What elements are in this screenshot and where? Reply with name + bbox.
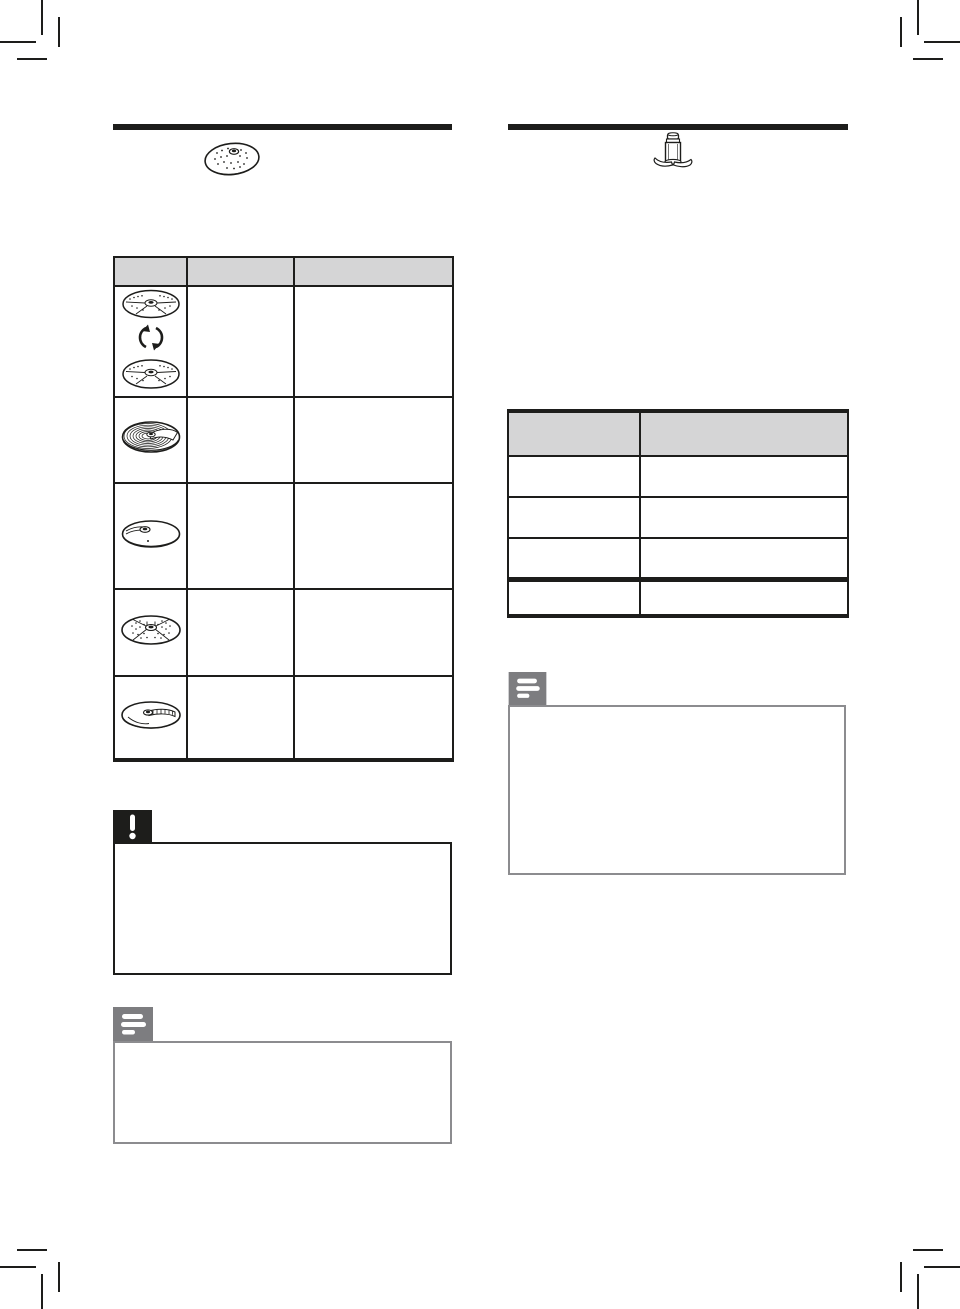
table-row [114, 397, 453, 483]
table-cell [508, 456, 640, 497]
table-cell [640, 579, 848, 616]
table-cell [640, 538, 848, 579]
table-header-cell [187, 257, 294, 286]
table-cell [187, 483, 294, 589]
table-header-cell [114, 257, 187, 286]
table-header-row [508, 411, 848, 456]
crop-mark [924, 41, 960, 43]
table-row [114, 676, 453, 760]
crop-mark [41, 1274, 43, 1309]
crop-mark [0, 41, 36, 43]
note-lines-icon [113, 1007, 153, 1042]
info-table [507, 409, 849, 618]
table-header-cell [640, 411, 848, 456]
crop-mark [0, 1266, 36, 1268]
french-fry-disc-icon [120, 692, 182, 738]
table-row [508, 579, 848, 616]
table-header-row [114, 257, 453, 286]
table-cell [294, 483, 453, 589]
table-row [508, 538, 848, 579]
table-row [114, 483, 453, 589]
slicing-disc-icon [120, 511, 182, 557]
table-row [508, 456, 848, 497]
table-row [508, 497, 848, 538]
table-header-cell [508, 411, 640, 456]
table-cell [187, 397, 294, 483]
accessory-icon-cell [114, 483, 187, 589]
crop-mark [58, 17, 60, 47]
table-row [114, 286, 453, 397]
caution-box [113, 842, 452, 975]
note-lines-icon [508, 672, 547, 705]
shredding-disc-icon [202, 139, 262, 179]
table-cell [508, 579, 640, 616]
crop-mark [41, 0, 43, 35]
table-cell [187, 286, 294, 397]
reversible-slicing-shredding-disc-icon [119, 287, 183, 391]
crop-mark [917, 1274, 919, 1309]
crop-mark [17, 1249, 47, 1251]
section-bar [508, 124, 848, 130]
table-cell [294, 676, 453, 760]
table-cell [187, 589, 294, 676]
table-cell [640, 497, 848, 538]
blade-unit-icon [650, 132, 696, 178]
accessory-table [113, 256, 454, 762]
table-cell [640, 456, 848, 497]
table-cell [508, 538, 640, 579]
table-cell [294, 397, 453, 483]
table-cell [508, 497, 640, 538]
exclamation-icon [113, 810, 152, 843]
crop-mark [913, 1249, 943, 1251]
crop-mark [913, 58, 943, 60]
crop-mark [924, 1266, 960, 1268]
note-box [508, 705, 846, 875]
table-cell [294, 589, 453, 676]
adjustable-slicing-disc-icon [120, 412, 182, 464]
crop-mark [917, 0, 919, 35]
table-cell [294, 286, 453, 397]
accessory-icon-cell [114, 397, 187, 483]
accessory-icon-cell [114, 676, 187, 760]
crop-mark [58, 1262, 60, 1292]
crop-mark [900, 1262, 902, 1292]
accessory-icon-cell [114, 286, 187, 397]
crop-mark [17, 58, 47, 60]
section-bar [113, 124, 452, 130]
accessory-icon-cell [114, 589, 187, 676]
note-box [113, 1041, 452, 1144]
crop-mark [900, 17, 902, 47]
table-cell [187, 676, 294, 760]
table-header-cell [294, 257, 453, 286]
table-row [114, 589, 453, 676]
granulating-disc-icon [120, 606, 182, 654]
